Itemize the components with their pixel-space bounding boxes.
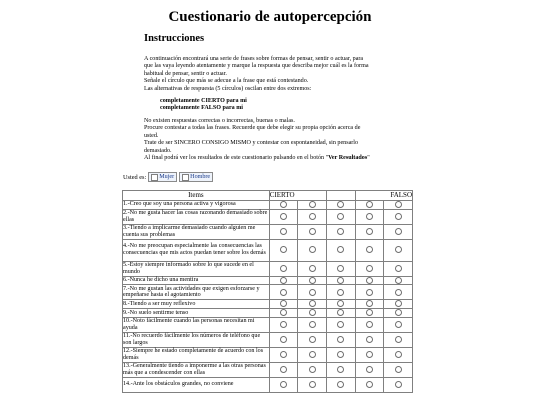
question-text: 7.-No me gustan las actividades que exigen esforzarse y empeñarse hasta el agotamiento xyxy=(123,285,270,300)
answer-cell xyxy=(384,276,413,285)
answer-radio-4[interactable] xyxy=(366,265,373,272)
answer-radio-4[interactable] xyxy=(366,336,373,343)
answer-radio-1[interactable] xyxy=(280,213,287,220)
final-note xyxy=(144,155,404,162)
gender-label: Usted es: xyxy=(123,173,147,181)
table-row xyxy=(123,276,413,285)
answer-cell xyxy=(269,377,298,392)
answer-cell xyxy=(355,362,384,377)
questionnaire-body xyxy=(123,201,413,393)
answer-radio-1[interactable] xyxy=(280,265,287,272)
answer-cell xyxy=(327,201,356,210)
intro-line: que las vaya leyendo atentamente y marque la respuesta que describa mejor cuál es la forma xyxy=(144,63,369,70)
note-line: demasiado. xyxy=(144,147,172,154)
question-text: 11.-No recuerdo fácilmente los números de teléfono que son largos xyxy=(123,332,270,347)
answer-cell xyxy=(298,300,327,309)
answer-radio-3[interactable] xyxy=(337,309,344,316)
answer-cell xyxy=(384,332,413,347)
answer-cell xyxy=(298,285,327,300)
answer-radio-5[interactable] xyxy=(395,300,402,307)
intro-line: Las alternativas de respuesta (5 círculos) oscilan entre dos extremos: xyxy=(144,85,312,92)
answer-radio-2[interactable] xyxy=(309,265,316,272)
instructions-heading: Instrucciones xyxy=(144,33,205,44)
answer-cell xyxy=(298,362,327,377)
answer-radio-4[interactable] xyxy=(366,366,373,373)
note-line: No existen respuestas correctas o incorrectas, buenas o malas. xyxy=(144,118,295,124)
question-text: 2.-No me gusta hacer las cosas razonando demasiado sobre ellas xyxy=(123,209,268,223)
note-line: Trate de ser SINCERO CONSIGO MISMO y contestar con espontaneidad, sin pensarlo xyxy=(144,140,359,147)
answer-cell xyxy=(355,317,384,332)
note-line: usted. xyxy=(144,132,159,139)
answer-radio-3[interactable] xyxy=(337,246,344,253)
answer-cell xyxy=(327,300,356,309)
answer-cell xyxy=(355,261,384,276)
answer-cell xyxy=(269,300,298,309)
answer-cell xyxy=(298,201,327,210)
results-button-reference: Ver Resultados xyxy=(328,155,368,162)
answer-cell xyxy=(298,261,327,276)
questionnaire-table xyxy=(122,190,413,393)
answer-cell xyxy=(355,377,384,392)
answer-radio-2[interactable] xyxy=(309,321,316,328)
answer-radio-3[interactable] xyxy=(337,351,344,358)
answer-cell xyxy=(355,209,384,224)
answer-cell xyxy=(327,285,356,300)
answer-cell xyxy=(269,309,298,318)
answer-radio-1[interactable] xyxy=(280,336,287,343)
table-row xyxy=(123,261,413,276)
answer-radio-5[interactable] xyxy=(395,228,402,235)
answer-radio-1[interactable] xyxy=(280,277,287,284)
answer-radio-5[interactable] xyxy=(395,351,402,358)
answer-cell xyxy=(327,317,356,332)
answer-radio-2[interactable] xyxy=(309,289,316,296)
answer-radio-2[interactable] xyxy=(309,228,316,235)
answer-radio-3[interactable] xyxy=(337,289,344,296)
answer-cell xyxy=(327,261,356,276)
answer-radio-1[interactable] xyxy=(280,381,287,388)
table-row xyxy=(123,362,413,377)
answer-radio-1[interactable] xyxy=(280,246,287,253)
answer-cell xyxy=(269,261,298,276)
answer-cell xyxy=(298,309,327,318)
answer-radio-3[interactable] xyxy=(337,228,344,235)
answer-cell xyxy=(269,347,298,362)
answer-radio-1[interactable] xyxy=(280,351,287,358)
answer-cell xyxy=(269,332,298,347)
answer-radio-3[interactable] xyxy=(337,213,344,220)
column-header-spacer xyxy=(327,191,356,201)
answer-radio-4[interactable] xyxy=(366,321,373,328)
answer-radio-3[interactable] xyxy=(337,201,344,208)
answer-cell xyxy=(298,239,327,261)
gender-option-label: Mujer xyxy=(159,174,175,180)
answer-cell xyxy=(298,317,327,332)
answer-radio-1[interactable] xyxy=(280,201,287,208)
answer-cell xyxy=(384,239,413,261)
intro-paragraph xyxy=(144,56,404,93)
answer-radio-5[interactable] xyxy=(395,381,402,388)
gender-selector xyxy=(123,172,213,182)
answer-radio-1[interactable] xyxy=(280,309,287,316)
answer-radio-4[interactable] xyxy=(366,300,373,307)
answer-cell xyxy=(355,276,384,285)
answer-radio-3[interactable] xyxy=(337,321,344,328)
question-text: 4.-No me preocupan especialmente las consecuencias las consecuencias que mis actos puedan tener sobre los demás xyxy=(123,239,270,261)
question-text: 8.-Tiendo a ser muy reflexivo xyxy=(123,300,270,309)
column-header-true: CIERTO xyxy=(269,191,326,201)
table-row xyxy=(123,224,413,239)
answer-cell xyxy=(298,224,327,239)
answer-cell xyxy=(327,377,356,392)
answer-radio-5[interactable] xyxy=(395,277,402,284)
answer-radio-3[interactable] xyxy=(337,265,344,272)
checkbox-icon xyxy=(182,174,189,181)
answer-cell xyxy=(355,332,384,347)
table-row xyxy=(123,300,413,309)
intro-line: habitual de pensar, sentir o actuar. xyxy=(144,70,227,77)
table-row xyxy=(123,309,413,318)
table-row xyxy=(123,377,413,392)
final-note-suffix: " xyxy=(367,155,370,162)
answer-cell xyxy=(269,276,298,285)
answer-cell xyxy=(384,201,413,210)
answer-cell xyxy=(269,201,298,210)
answer-radio-4[interactable] xyxy=(366,201,373,208)
table-header-row xyxy=(123,191,413,201)
question-text: 3.-Tiendo a implicarme demasiado cuando alguien me cuenta sus problemas xyxy=(123,224,270,239)
note-line: Procure contestar a todas las frases. Recuerde que debe elegir su propia opción acerca de xyxy=(144,125,361,132)
table-row xyxy=(123,209,413,224)
question-text: 13.-Generalmente tiendo a imponerme a las otras personas más que a condescender con ellas xyxy=(123,362,270,377)
answer-cell xyxy=(327,362,356,377)
answer-cell xyxy=(384,261,413,276)
question-text: 12.-Siempre he estado completamente de acuerdo con los demás xyxy=(123,347,270,362)
intro-line: A continuación encontrará una serie de frases sobre formas de pensar, sentir o actuar, para xyxy=(144,56,364,62)
answer-radio-1[interactable] xyxy=(280,289,287,296)
answer-radio-2[interactable] xyxy=(309,309,316,316)
answer-cell xyxy=(384,362,413,377)
answer-radio-5[interactable] xyxy=(395,321,402,328)
answer-radio-1[interactable] xyxy=(280,228,287,235)
answer-cell xyxy=(355,285,384,300)
answer-radio-5[interactable] xyxy=(395,213,402,220)
answer-radio-4[interactable] xyxy=(366,228,373,235)
final-note-prefix: Al final podrá ver los resultados de este cuestionario pulsando en el botón " xyxy=(144,155,329,162)
answer-radio-2[interactable] xyxy=(309,351,316,358)
answer-radio-4[interactable] xyxy=(366,381,373,388)
answer-cell xyxy=(269,209,298,224)
question-text: 6.-Nunca he dicho una mentira xyxy=(123,276,270,285)
answer-cell xyxy=(355,224,384,239)
answer-cell xyxy=(384,224,413,239)
table-row xyxy=(123,239,413,261)
answer-cell xyxy=(327,239,356,261)
answer-cell xyxy=(269,317,298,332)
answer-cell xyxy=(327,347,356,362)
answer-radio-5[interactable] xyxy=(395,336,402,343)
answer-cell xyxy=(269,224,298,239)
answer-cell xyxy=(384,377,413,392)
answer-cell xyxy=(384,209,413,224)
table-row xyxy=(123,317,413,332)
checkbox-icon xyxy=(151,174,158,181)
answer-radio-2[interactable] xyxy=(309,213,316,220)
answer-radio-5[interactable] xyxy=(395,265,402,272)
intro-line: Señale el círculo que más se adecue a la frase que está contestando. xyxy=(144,78,309,85)
answer-radio-5[interactable] xyxy=(395,289,402,296)
page-title: Cuestionario de autopercepción xyxy=(168,9,372,25)
answer-cell xyxy=(327,276,356,285)
answer-radio-4[interactable] xyxy=(366,309,373,316)
gender-option-hombre[interactable] xyxy=(179,172,213,182)
answer-cell xyxy=(384,317,413,332)
column-header-false: FALSO xyxy=(355,191,412,201)
gender-option-mujer[interactable] xyxy=(148,172,177,182)
answer-cell xyxy=(384,300,413,309)
answer-radio-3[interactable] xyxy=(337,336,344,343)
answer-cell xyxy=(327,224,356,239)
answer-cell xyxy=(298,276,327,285)
answer-cell xyxy=(327,332,356,347)
answer-radio-5[interactable] xyxy=(395,201,402,208)
answer-radio-4[interactable] xyxy=(366,213,373,220)
answer-cell xyxy=(298,377,327,392)
answer-cell xyxy=(355,309,384,318)
answer-radio-2[interactable] xyxy=(309,366,316,373)
answer-cell xyxy=(384,285,413,300)
gender-option-label: Hombre xyxy=(190,174,211,180)
question-text: 5.-Estoy siempre informado sobre lo que sucede en el mundo xyxy=(123,261,270,276)
answer-radio-3[interactable] xyxy=(337,300,344,307)
table-row xyxy=(123,201,413,210)
answer-cell xyxy=(269,285,298,300)
answer-radio-2[interactable] xyxy=(309,201,316,208)
answer-radio-4[interactable] xyxy=(366,289,373,296)
answer-cell xyxy=(298,332,327,347)
answer-cell xyxy=(355,201,384,210)
answer-radio-2[interactable] xyxy=(309,336,316,343)
answer-radio-2[interactable] xyxy=(309,246,316,253)
answer-radio-3[interactable] xyxy=(337,366,344,373)
answer-radio-4[interactable] xyxy=(366,277,373,284)
answer-radio-1[interactable] xyxy=(280,300,287,307)
answer-cell xyxy=(298,347,327,362)
answer-radio-5[interactable] xyxy=(395,246,402,253)
extreme-true: completamente CIERTO para mi xyxy=(160,98,247,104)
notes-paragraph xyxy=(144,118,404,162)
answer-cell xyxy=(269,239,298,261)
answer-cell xyxy=(327,209,356,224)
answer-cell xyxy=(327,309,356,318)
column-header-items: Items xyxy=(123,191,270,201)
question-text: 14.-Ante los obstáculos grandes, no conviene xyxy=(123,377,270,392)
answer-radio-5[interactable] xyxy=(395,366,402,373)
table-row xyxy=(123,285,413,300)
answer-radio-2[interactable] xyxy=(309,300,316,307)
answer-cell xyxy=(384,309,413,318)
answer-radio-1[interactable] xyxy=(280,366,287,373)
answer-cell xyxy=(298,209,327,224)
answer-radio-3[interactable] xyxy=(337,381,344,388)
answer-cell xyxy=(269,362,298,377)
extreme-false: completamente FALSO para mi xyxy=(160,105,243,112)
answer-cell xyxy=(355,239,384,261)
answer-cell xyxy=(384,347,413,362)
answer-radio-3[interactable] xyxy=(337,277,344,284)
extremes-list xyxy=(160,98,247,113)
answer-radio-4[interactable] xyxy=(366,351,373,358)
question-text: 1.-Creo que soy una persona activa y vigorosa xyxy=(123,201,270,210)
table-row xyxy=(123,347,413,362)
answer-cell xyxy=(355,347,384,362)
answer-radio-2[interactable] xyxy=(309,277,316,284)
answer-radio-5[interactable] xyxy=(395,309,402,316)
question-text: 9.-No suelo sentirme tenso xyxy=(123,309,270,318)
answer-radio-2[interactable] xyxy=(309,381,316,388)
table-row xyxy=(123,332,413,347)
question-text: 10.-Noto fácilmente cuando las personas necesitan mi ayuda xyxy=(123,317,270,332)
answer-cell xyxy=(355,300,384,309)
answer-radio-1[interactable] xyxy=(280,321,287,328)
answer-radio-4[interactable] xyxy=(366,246,373,253)
